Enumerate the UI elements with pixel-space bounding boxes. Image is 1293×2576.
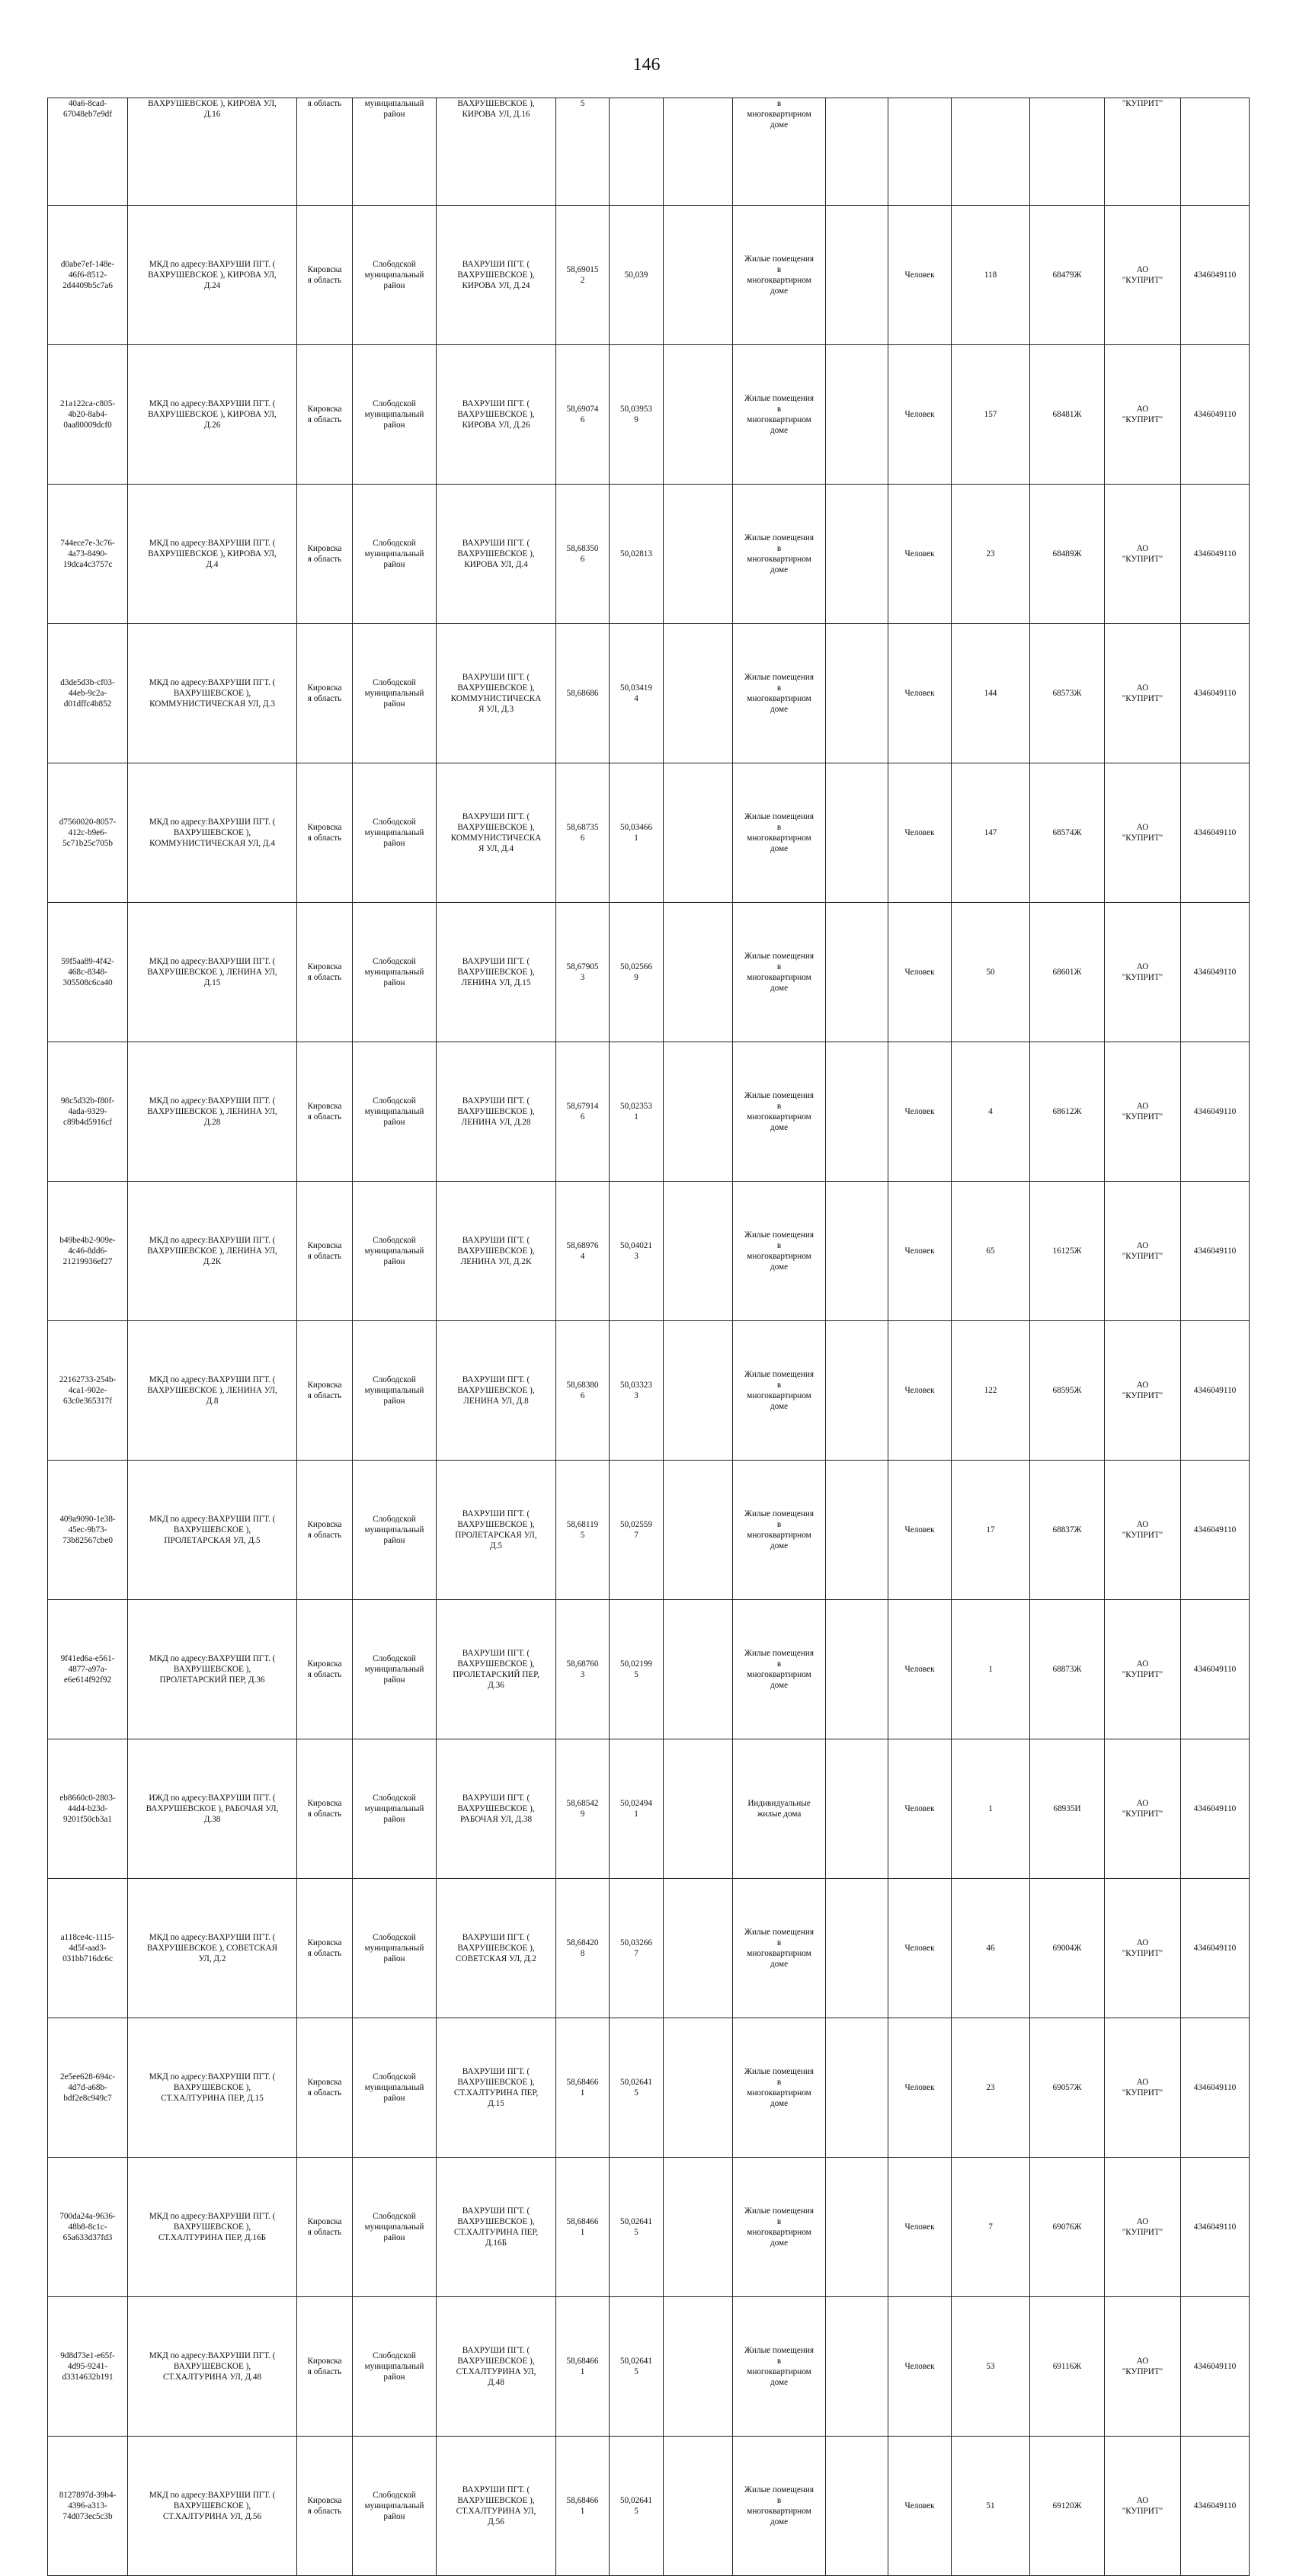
unit-code-cell [826,345,888,485]
region-cell: Кировска я область [297,624,353,763]
region-cell: Кировска я область [297,1321,353,1461]
address-cell: ВАХРУШИ ПГТ. ( ВАХРУШЕВСКОЕ ), СТ.ХАЛТУРИНА УЛ, Д.56 [437,2437,556,2576]
unit-code-cell [826,485,888,624]
object-name-cell: ВАХРУШЕВСКОЕ ), КИРОВА УЛ, Д.16 [128,98,297,206]
unit-code-cell [826,1879,888,2018]
address-cell: ВАХРУШИ ПГТ. ( ВАХРУШЕВСКОЕ ), ЛЕНИНА УЛ, Д.2К [437,1182,556,1321]
region-cell: Кировска я область [297,763,353,903]
longitude-cell: 50,03419 4 [610,624,664,763]
object-name-cell: МКД по адресу:ВАХРУШИ ПГТ. ( ВАХРУШЕВСКОЕ ), СТ.ХАЛТУРИНА УЛ, Д.48 [128,2297,297,2437]
code-cell [1030,98,1105,206]
longitude-cell: 50,02641 5 [610,2297,664,2437]
region-cell: Кировска я область [297,2158,353,2297]
object-id-cell: 700da24a-9636- 48b8-8c1c- 65a633d37fd3 [48,2158,128,2297]
object-type-cell: Жилые помещения в многоквартирном доме [733,1042,826,1182]
empty-cell [664,2018,733,2158]
unit-code-cell [826,903,888,1042]
latitude-cell: 58,68760 3 [556,1600,610,1739]
longitude-cell: 50,02559 7 [610,1461,664,1600]
code-cell: 69057Ж [1030,2018,1105,2158]
region-cell: Кировска я область [297,1739,353,1879]
quantity-cell: 46 [952,1879,1030,2018]
longitude-cell: 50,02566 9 [610,903,664,1042]
longitude-cell: 50,02813 [610,485,664,624]
object-name-cell: МКД по адресу:ВАХРУШИ ПГТ. ( ВАХРУШЕВСКОЕ ), КИРОВА УЛ, Д.26 [128,345,297,485]
table-row [48,763,1250,903]
address-cell: ВАХРУШИ ПГТ. ( ВАХРУШЕВСКОЕ ), КОММУНИСТИЧЕСКА Я УЛ, Д.3 [437,624,556,763]
inn-cell: 4346049110 [1181,345,1250,485]
latitude-cell: 58,68420 8 [556,1879,610,2018]
inn-cell [1181,98,1250,206]
object-name-cell: МКД по адресу:ВАХРУШИ ПГТ. ( ВАХРУШЕВСКОЕ ), ЛЕНИНА УЛ, Д.2К [128,1182,297,1321]
object-id-cell: d3de5d3b-cf03- 44eb-9c2a- d01dffc4b852 [48,624,128,763]
object-type-cell: Жилые помещения в многоквартирном доме [733,2018,826,2158]
address-cell: ВАХРУШИ ПГТ. ( ВАХРУШЕВСКОЕ ), КОММУНИСТИЧЕСКА Я УЛ, Д.4 [437,763,556,903]
object-id-cell: 2e5ee628-694c- 4d7d-a68b- bdf2e8c949c7 [48,2018,128,2158]
table-row [48,2018,1250,2158]
inn-cell: 4346049110 [1181,1600,1250,1739]
latitude-cell: 58,68466 1 [556,2297,610,2437]
inn-cell: 4346049110 [1181,2437,1250,2576]
object-id-cell: eb8660c0-2803- 44d4-b23d- 9201f50cb3a1 [48,1739,128,1879]
district-cell: Слободской муниципальный район [353,1182,437,1321]
inn-cell: 4346049110 [1181,206,1250,345]
page-number: 146 [632,55,661,75]
table-row [48,206,1250,345]
code-cell: 68612Ж [1030,1042,1105,1182]
district-cell: Слободской муниципальный район [353,624,437,763]
table-row [48,98,1250,206]
object-id-cell: 40a6-8cad- 67048eb7e9df [48,98,128,206]
inn-cell: 4346049110 [1181,2158,1250,2297]
unit-cell: Человек [888,1321,952,1461]
object-id-cell: 59f5aa89-4f42- 468c-8348- 305508c6ca40 [48,903,128,1042]
address-cell: ВАХРУШИ ПГТ. ( ВАХРУШЕВСКОЕ ), СТ.ХАЛТУРИНА ПЕР, Д.15 [437,2018,556,2158]
empty-cell [664,206,733,345]
latitude-cell: 58,69015 2 [556,206,610,345]
empty-cell [664,2437,733,2576]
unit-cell: Человек [888,1461,952,1600]
object-type-cell: Жилые помещения в многоквартирном доме [733,1879,826,2018]
latitude-cell: 58,68686 [556,624,610,763]
code-cell: 68574Ж [1030,763,1105,903]
object-type-cell: Жилые помещения в многоквартирном доме [733,763,826,903]
region-cell: Кировска я область [297,903,353,1042]
object-id-cell: 9d8d73e1-e65f- 4d95-9241- d3314632b191 [48,2297,128,2437]
latitude-cell: 58,68466 1 [556,2437,610,2576]
object-name-cell: МКД по адресу:ВАХРУШИ ПГТ. ( ВАХРУШЕВСКОЕ ), ЛЕНИНА УЛ, Д.28 [128,1042,297,1182]
object-type-cell: Индивидуальные жилые дома [733,1739,826,1879]
table-row [48,2297,1250,2437]
quantity-cell: 23 [952,2018,1030,2158]
unit-cell: Человек [888,345,952,485]
object-id-cell: 744ece7e-3c76- 4a73-8490- 19dca4c3757c [48,485,128,624]
code-cell: 68873Ж [1030,1600,1105,1739]
inn-cell: 4346049110 [1181,1042,1250,1182]
empty-cell [664,1042,733,1182]
longitude-cell: 50,02641 5 [610,2018,664,2158]
unit-cell: Человек [888,1182,952,1321]
address-cell: ВАХРУШИ ПГТ. ( ВАХРУШЕВСКОЕ ), РАБОЧАЯ УЛ, Д.38 [437,1739,556,1879]
quantity-cell: 51 [952,2437,1030,2576]
organization-cell: АО "КУПРИТ" [1105,2437,1181,2576]
object-type-cell: Жилые помещения в многоквартирном доме [733,2437,826,2576]
unit-cell: Человек [888,206,952,345]
district-cell: Слободской муниципальный район [353,345,437,485]
quantity-cell: 65 [952,1182,1030,1321]
quantity-cell: 1 [952,1739,1030,1879]
latitude-cell: 58,68380 6 [556,1321,610,1461]
object-name-cell: МКД по адресу:ВАХРУШИ ПГТ. ( ВАХРУШЕВСКОЕ ), СТ.ХАЛТУРИНА УЛ, Д.56 [128,2437,297,2576]
unit-cell: Человек [888,1879,952,2018]
region-cell: Кировска я область [297,1879,353,2018]
longitude-cell: 50,03953 9 [610,345,664,485]
unit-cell [888,98,952,206]
inn-cell: 4346049110 [1181,2018,1250,2158]
district-cell: Слободской муниципальный район [353,1739,437,1879]
district-cell: Слободской муниципальный район [353,1042,437,1182]
latitude-cell: 58,68466 1 [556,2158,610,2297]
object-type-cell: Жилые помещения в многоквартирном доме [733,903,826,1042]
object-name-cell: МКД по адресу:ВАХРУШИ ПГТ. ( ВАХРУШЕВСКОЕ ), ЛЕНИНА УЛ, Д.8 [128,1321,297,1461]
object-type-cell: в многоквартирном доме [733,98,826,206]
code-cell: 68481Ж [1030,345,1105,485]
inn-cell: 4346049110 [1181,1461,1250,1600]
organization-cell: АО "КУПРИТ" [1105,1042,1181,1182]
organization-cell: АО "КУПРИТ" [1105,763,1181,903]
object-type-cell: Жилые помещения в многоквартирном доме [733,485,826,624]
region-cell: Кировска я область [297,2437,353,2576]
district-cell: Слободской муниципальный район [353,2437,437,2576]
region-cell: я область [297,98,353,206]
inn-cell: 4346049110 [1181,1879,1250,2018]
unit-cell: Человек [888,763,952,903]
organization-cell: АО "КУПРИТ" [1105,1461,1181,1600]
district-cell: муниципальный район [353,98,437,206]
latitude-cell: 58,68466 1 [556,2018,610,2158]
empty-cell [664,485,733,624]
object-id-cell: a118ce4c-1115- 4d5f-aad3- 031bb716dc6c [48,1879,128,2018]
inn-cell: 4346049110 [1181,2297,1250,2437]
region-cell: Кировска я область [297,1461,353,1600]
object-id-cell: d7560020-8057- 412c-b9e6- 5c71b25c705b [48,763,128,903]
district-cell: Слободской муниципальный район [353,763,437,903]
object-type-cell: Жилые помещения в многоквартирном доме [733,1461,826,1600]
code-cell: 68601Ж [1030,903,1105,1042]
object-id-cell: d0abe7ef-148e- 46f6-8512- 2d4409b5c7a6 [48,206,128,345]
unit-code-cell [826,206,888,345]
unit-code-cell [826,1600,888,1739]
object-type-cell: Жилые помещения в многоквартирном доме [733,1600,826,1739]
latitude-cell: 5 [556,98,610,206]
quantity-cell: 122 [952,1321,1030,1461]
organization-cell: АО "КУПРИТ" [1105,2158,1181,2297]
empty-cell [664,98,733,206]
object-id-cell: 9f41ed6a-e561- 4877-a97a- e6e614f92f92 [48,1600,128,1739]
quantity-cell: 144 [952,624,1030,763]
organization-cell: "КУПРИТ" [1105,98,1181,206]
table-row [48,1600,1250,1739]
organization-cell: АО "КУПРИТ" [1105,1321,1181,1461]
quantity-cell: 53 [952,2297,1030,2437]
unit-cell: Человек [888,903,952,1042]
code-cell: 16125Ж [1030,1182,1105,1321]
object-name-cell: ИЖД по адресу:ВАХРУШИ ПГТ. ( ВАХРУШЕВСКОЕ ), РАБОЧАЯ УЛ, Д.38 [128,1739,297,1879]
unit-cell: Человек [888,1739,952,1879]
region-cell: Кировска я область [297,2297,353,2437]
inn-cell: 4346049110 [1181,763,1250,903]
quantity-cell: 147 [952,763,1030,903]
object-name-cell: МКД по адресу:ВАХРУШИ ПГТ. ( ВАХРУШЕВСКОЕ ), КИРОВА УЛ, Д.24 [128,206,297,345]
longitude-cell: 50,02641 5 [610,2437,664,2576]
unit-code-cell [826,1739,888,1879]
quantity-cell: 50 [952,903,1030,1042]
unit-code-cell [826,1321,888,1461]
region-cell: Кировска я область [297,345,353,485]
region-cell: Кировска я область [297,206,353,345]
inn-cell: 4346049110 [1181,1739,1250,1879]
table-row [48,1182,1250,1321]
unit-cell: Человек [888,2158,952,2297]
longitude-cell [610,98,664,206]
object-id-cell: 8127897d-39b4- 4396-a313- 74d073ec5c3b [48,2437,128,2576]
object-type-cell: Жилые помещения в многоквартирном доме [733,624,826,763]
address-cell: ВАХРУШЕВСКОЕ ), КИРОВА УЛ, Д.16 [437,98,556,206]
empty-cell [664,1182,733,1321]
unit-code-cell [826,2297,888,2437]
unit-code-cell [826,98,888,206]
object-name-cell: МКД по адресу:ВАХРУШИ ПГТ. ( ВАХРУШЕВСКОЕ ), КОММУНИСТИЧЕСКАЯ УЛ, Д.4 [128,763,297,903]
quantity-cell: 17 [952,1461,1030,1600]
code-cell: 68573Ж [1030,624,1105,763]
quantity-cell [952,98,1030,206]
empty-cell [664,2297,733,2437]
unit-code-cell [826,2158,888,2297]
address-cell: ВАХРУШИ ПГТ. ( ВАХРУШЕВСКОЕ ), ПРОЛЕТАРСКИЙ ПЕР, Д.36 [437,1600,556,1739]
code-cell: 69076Ж [1030,2158,1105,2297]
organization-cell: АО "КУПРИТ" [1105,1600,1181,1739]
unit-cell: Человек [888,2018,952,2158]
latitude-cell: 58,68119 5 [556,1461,610,1600]
organization-cell: АО "КУПРИТ" [1105,2297,1181,2437]
table-row [48,1321,1250,1461]
region-cell: Кировска я область [297,1182,353,1321]
code-cell: 68837Ж [1030,1461,1105,1600]
object-type-cell: Жилые помещения в многоквартирном доме [733,2158,826,2297]
organization-cell: АО "КУПРИТ" [1105,485,1181,624]
district-cell: Слободской муниципальный район [353,903,437,1042]
latitude-cell: 58,68350 6 [556,485,610,624]
latitude-cell: 58,67914 6 [556,1042,610,1182]
organization-cell: АО "КУПРИТ" [1105,206,1181,345]
object-name-cell: МКД по адресу:ВАХРУШИ ПГТ. ( ВАХРУШЕВСКОЕ ), СТ.ХАЛТУРИНА ПЕР, Д.15 [128,2018,297,2158]
code-cell: 68489Ж [1030,485,1105,624]
longitude-cell: 50,03323 3 [610,1321,664,1461]
table-row [48,1879,1250,2018]
object-type-cell: Жилые помещения в многоквартирном доме [733,1321,826,1461]
table-row [48,1461,1250,1600]
empty-cell [664,345,733,485]
table-row [48,345,1250,485]
quantity-cell: 7 [952,2158,1030,2297]
object-name-cell: МКД по адресу:ВАХРУШИ ПГТ. ( ВАХРУШЕВСКОЕ ), СОВЕТСКАЯ УЛ, Д.2 [128,1879,297,2018]
code-cell: 69116Ж [1030,2297,1105,2437]
code-cell: 68935И [1030,1739,1105,1879]
object-id-cell: 21a122ca-c805- 4b20-8ab4- 0aa80009dcf0 [48,345,128,485]
object-id-cell: 409a9090-1e38- 45ec-9b73- 73b82567cbe0 [48,1461,128,1600]
unit-code-cell [826,2437,888,2576]
table-row [48,485,1250,624]
district-cell: Слободской муниципальный район [353,206,437,345]
region-cell: Кировска я область [297,485,353,624]
quantity-cell: 1 [952,1600,1030,1739]
code-cell: 69120Ж [1030,2437,1105,2576]
organization-cell: АО "КУПРИТ" [1105,1879,1181,2018]
object-name-cell: МКД по адресу:ВАХРУШИ ПГТ. ( ВАХРУШЕВСКОЕ ), ЛЕНИНА УЛ, Д.15 [128,903,297,1042]
empty-cell [664,624,733,763]
unit-code-cell [826,1182,888,1321]
unit-cell: Человек [888,2297,952,2437]
code-cell: 69004Ж [1030,1879,1105,2018]
organization-cell: АО "КУПРИТ" [1105,1182,1181,1321]
object-type-cell: Жилые помещения в многоквартирном доме [733,2297,826,2437]
empty-cell [664,1739,733,1879]
empty-cell [664,1879,733,2018]
unit-cell: Человек [888,624,952,763]
empty-cell [664,1321,733,1461]
registry-rows [48,98,1250,2576]
empty-cell [664,1600,733,1739]
registry-table [47,98,1250,2576]
empty-cell [664,763,733,903]
empty-cell [664,903,733,1042]
longitude-cell: 50,04021 3 [610,1182,664,1321]
address-cell: ВАХРУШИ ПГТ. ( ВАХРУШЕВСКОЕ ), СТ.ХАЛТУРИНА УЛ, Д.48 [437,2297,556,2437]
inn-cell: 4346049110 [1181,624,1250,763]
unit-cell: Человек [888,1600,952,1739]
table-row [48,624,1250,763]
longitude-cell: 50,02353 1 [610,1042,664,1182]
address-cell: ВАХРУШИ ПГТ. ( ВАХРУШЕВСКОЕ ), КИРОВА УЛ, Д.24 [437,206,556,345]
organization-cell: АО "КУПРИТ" [1105,2018,1181,2158]
inn-cell: 4346049110 [1181,1182,1250,1321]
code-cell: 68479Ж [1030,206,1105,345]
organization-cell: АО "КУПРИТ" [1105,903,1181,1042]
table-row [48,2437,1250,2576]
inn-cell: 4346049110 [1181,485,1250,624]
table-row [48,1042,1250,1182]
unit-code-cell [826,763,888,903]
unit-code-cell [826,624,888,763]
longitude-cell: 50,03266 7 [610,1879,664,2018]
latitude-cell: 58,68542 9 [556,1739,610,1879]
object-id-cell: b49be4b2-909e- 4c46-8dd6- 21219936ef27 [48,1182,128,1321]
empty-cell [664,1461,733,1600]
object-name-cell: МКД по адресу:ВАХРУШИ ПГТ. ( ВАХРУШЕВСКОЕ ), ПРОЛЕТАРСКИЙ ПЕР, Д.36 [128,1600,297,1739]
address-cell: ВАХРУШИ ПГТ. ( ВАХРУШЕВСКОЕ ), ЛЕНИНА УЛ, Д.8 [437,1321,556,1461]
unit-code-cell [826,2018,888,2158]
region-cell: Кировска я область [297,2018,353,2158]
address-cell: ВАХРУШИ ПГТ. ( ВАХРУШЕВСКОЕ ), СТ.ХАЛТУРИНА ПЕР, Д.16Б [437,2158,556,2297]
unit-cell: Человек [888,1042,952,1182]
district-cell: Слободской муниципальный район [353,1461,437,1600]
inn-cell: 4346049110 [1181,1321,1250,1461]
object-name-cell: МКД по адресу:ВАХРУШИ ПГТ. ( ВАХРУШЕВСКОЕ ), ПРОЛЕТАРСКАЯ УЛ, Д.5 [128,1461,297,1600]
latitude-cell: 58,68976 4 [556,1182,610,1321]
address-cell: ВАХРУШИ ПГТ. ( ВАХРУШЕВСКОЕ ), КИРОВА УЛ, Д.26 [437,345,556,485]
address-cell: ВАХРУШИ ПГТ. ( ВАХРУШЕВСКОЕ ), ЛЕНИНА УЛ, Д.28 [437,1042,556,1182]
quantity-cell: 157 [952,345,1030,485]
code-cell: 68595Ж [1030,1321,1105,1461]
district-cell: Слободской муниципальный район [353,2018,437,2158]
latitude-cell: 58,68735 6 [556,763,610,903]
longitude-cell: 50,039 [610,206,664,345]
table-row [48,903,1250,1042]
longitude-cell: 50,02199 5 [610,1600,664,1739]
longitude-cell: 50,02641 5 [610,2158,664,2297]
object-name-cell: МКД по адресу:ВАХРУШИ ПГТ. ( ВАХРУШЕВСКОЕ ), КИРОВА УЛ, Д.4 [128,485,297,624]
object-id-cell: 98c5d32b-f80f- 4ada-9329- c89b4d5916cf [48,1042,128,1182]
address-cell: ВАХРУШИ ПГТ. ( ВАХРУШЕВСКОЕ ), СОВЕТСКАЯ УЛ, Д.2 [437,1879,556,2018]
table-row [48,2158,1250,2297]
object-type-cell: Жилые помещения в многоквартирном доме [733,345,826,485]
district-cell: Слободской муниципальный район [353,2158,437,2297]
latitude-cell: 58,69074 6 [556,345,610,485]
inn-cell: 4346049110 [1181,903,1250,1042]
object-id-cell: 22162733-254b- 4ca1-902e- 63c0e365317f [48,1321,128,1461]
unit-code-cell [826,1461,888,1600]
longitude-cell: 50,02494 1 [610,1739,664,1879]
unit-code-cell [826,1042,888,1182]
district-cell: Слободской муниципальный район [353,1321,437,1461]
address-cell: ВАХРУШИ ПГТ. ( ВАХРУШЕВСКОЕ ), ПРОЛЕТАРСКАЯ УЛ, Д.5 [437,1461,556,1600]
address-cell: ВАХРУШИ ПГТ. ( ВАХРУШЕВСКОЕ ), ЛЕНИНА УЛ, Д.15 [437,903,556,1042]
longitude-cell: 50,03466 1 [610,763,664,903]
quantity-cell: 118 [952,206,1030,345]
object-name-cell: МКД по адресу:ВАХРУШИ ПГТ. ( ВАХРУШЕВСКОЕ ), СТ.ХАЛТУРИНА ПЕР, Д.16Б [128,2158,297,2297]
quantity-cell: 4 [952,1042,1030,1182]
organization-cell: АО "КУПРИТ" [1105,345,1181,485]
object-type-cell: Жилые помещения в многоквартирном доме [733,206,826,345]
district-cell: Слободской муниципальный район [353,485,437,624]
unit-cell: Человек [888,485,952,624]
table-row [48,1739,1250,1879]
latitude-cell: 58,67905 3 [556,903,610,1042]
empty-cell [664,2158,733,2297]
address-cell: ВАХРУШИ ПГТ. ( ВАХРУШЕВСКОЕ ), КИРОВА УЛ, Д.4 [437,485,556,624]
object-type-cell: Жилые помещения в многоквартирном доме [733,1182,826,1321]
object-name-cell: МКД по адресу:ВАХРУШИ ПГТ. ( ВАХРУШЕВСКОЕ ), КОММУНИСТИЧЕСКАЯ УЛ, Д.3 [128,624,297,763]
organization-cell: АО "КУПРИТ" [1105,1739,1181,1879]
district-cell: Слободской муниципальный район [353,1600,437,1739]
region-cell: Кировска я область [297,1042,353,1182]
quantity-cell: 23 [952,485,1030,624]
unit-cell: Человек [888,2437,952,2576]
organization-cell: АО "КУПРИТ" [1105,624,1181,763]
district-cell: Слободской муниципальный район [353,1879,437,2018]
region-cell: Кировска я область [297,1600,353,1739]
district-cell: Слободской муниципальный район [353,2297,437,2437]
